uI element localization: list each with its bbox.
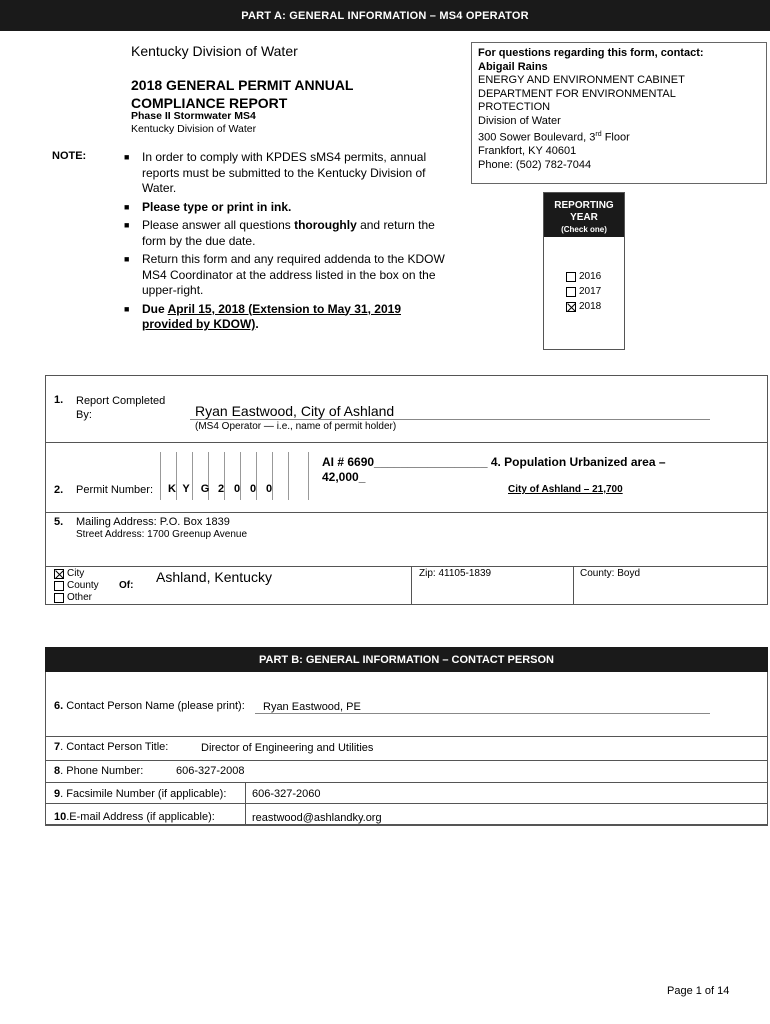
report-title-line2: COMPLIANCE REPORT: [131, 95, 288, 111]
report-completed-hint: (MS4 Operator — i.e., name of permit holder): [195, 421, 397, 432]
contact-phone: Phone: (502) 782-7044: [478, 158, 592, 171]
permit-char[interactable]: Y: [182, 483, 190, 495]
phase-label: Phase II Stormwater MS4: [131, 110, 256, 122]
report-completed-input[interactable]: Ryan Eastwood, City of Ashland: [195, 403, 395, 419]
note-item: ■ In order to comply with KPDES sMS4 permits, annual reports must be submitted to the Kentucky Division of Water.: [124, 150, 427, 195]
checkbox-county[interactable]: [54, 581, 64, 591]
email-label: 10.E-mail Address (if applicable):: [54, 811, 215, 823]
contact-heading: For questions regarding this form, contact:: [478, 47, 704, 59]
contact-line: PROTECTION: [478, 101, 551, 113]
checkbox-2017[interactable]: [566, 287, 576, 297]
permit-char[interactable]: G: [200, 483, 210, 495]
checkbox-2018[interactable]: [566, 302, 576, 312]
email-input[interactable]: reastwood@ashlandky.org: [252, 812, 382, 824]
note-item: ■ Please answer all questions thoroughly and return the form by the due date.: [124, 218, 435, 248]
zip-field[interactable]: Zip: 41105-1839: [419, 568, 492, 579]
fax-input[interactable]: 606-327-2060: [252, 788, 321, 800]
permit-char[interactable]: K: [168, 483, 176, 495]
permit-char[interactable]: 0: [265, 483, 273, 495]
reporting-year-box: [543, 192, 625, 350]
permit-number-label: Permit Number:: [76, 484, 154, 496]
of-label: Of:: [119, 580, 134, 591]
reporting-year-header: REPORTING YEAR (Check one): [544, 193, 624, 237]
note-item: ■ Please type or print in ink.: [124, 199, 292, 214]
part-b-header: PART B: GENERAL INFORMATION – CONTACT PERSON: [45, 647, 768, 672]
contact-line: DEPARTMENT FOR ENVIRONMENTAL: [478, 87, 676, 100]
contact-address: 300 Sower Boulevard, 3rd Floor: [478, 131, 630, 144]
contact-line: ENERGY AND ENVIRONMENT CABINET: [478, 74, 685, 86]
contact-info-box: [471, 42, 767, 184]
agency-title: Kentucky Division of Water: [131, 43, 298, 59]
due-date: April 15, 2018 (Extension to May 31, 2019 provided by KDOW): [142, 301, 401, 331]
part-a-header: PART A: GENERAL INFORMATION – MS4 OPERATOR: [0, 0, 770, 31]
option-city[interactable]: City: [54, 568, 99, 580]
phone-input[interactable]: 606-327-2008: [176, 765, 245, 777]
contact-line: Frankfort, KY 40601: [478, 145, 577, 158]
contact-title-input[interactable]: Director of Engineering and Utilities: [201, 742, 374, 754]
contact-name: Abigail Rains: [478, 60, 548, 73]
contact-line: Division of Water: [478, 114, 561, 127]
ai-population-field[interactable]: AI # 6690_________________ 4. Population Urbanized area – 42,000_: [322, 455, 666, 484]
report-title: [131, 76, 411, 112]
bullet-icon: ■: [124, 152, 130, 162]
contact-name-label: 6. Contact Person Name (please print):: [54, 700, 245, 712]
option-county[interactable]: County: [54, 580, 99, 592]
permit-char[interactable]: 2: [217, 483, 225, 495]
note-label: NOTE:: [52, 150, 87, 162]
street-address[interactable]: Street Address: 1700 Greenup Avenue: [76, 529, 248, 540]
note-list: [124, 150, 449, 336]
checkbox-other[interactable]: [54, 593, 64, 603]
mailing-address[interactable]: Mailing Address: P.O. Box 1839: [76, 516, 230, 528]
option-other[interactable]: Other: [54, 592, 99, 604]
fax-label: 9. Facsimile Number (if applicable):: [54, 788, 227, 800]
contact-title-label: 7. Contact Person Title:: [54, 741, 169, 753]
permit-char[interactable]: 0: [249, 483, 257, 495]
bullet-icon: ■: [124, 201, 130, 212]
division-label: Kentucky Division of Water: [131, 123, 257, 135]
of-value[interactable]: Ashland, Kentucky: [156, 569, 272, 585]
permit-char[interactable]: 0: [233, 483, 241, 495]
report-completed-label: Report Completed By:: [76, 395, 166, 421]
city-population: City of Ashland – 21,700: [508, 484, 623, 495]
year-option-2016[interactable]: 2016: [566, 271, 601, 282]
report-title-line1: 2018 GENERAL PERMIT ANNUAL: [131, 77, 354, 93]
note-item: ■ Due April 15, 2018 (Extension to May 31, 2019 provided by KDOW).: [124, 301, 401, 331]
county-field[interactable]: County: Boyd: [580, 568, 641, 579]
jurisdiction-options: [54, 568, 99, 604]
bullet-icon: ■: [124, 303, 130, 314]
checkbox-city[interactable]: [54, 569, 64, 579]
contact-name-input[interactable]: Ryan Eastwood, PE: [263, 701, 361, 713]
bullet-icon: ■: [124, 254, 130, 264]
phone-label: 8. Phone Number:: [54, 765, 144, 777]
page-number: Page 1 of 14: [667, 985, 730, 997]
checkbox-2016[interactable]: [566, 272, 576, 282]
bullet-icon: ■: [124, 220, 130, 230]
note-item: ■ Return this form and any required addenda to the KDOW MS4 Coordinator at the address listed in the box on the upper-right.: [124, 252, 445, 297]
year-option-2018[interactable]: 2018: [566, 301, 601, 312]
year-option-2017[interactable]: 2017: [566, 286, 601, 297]
